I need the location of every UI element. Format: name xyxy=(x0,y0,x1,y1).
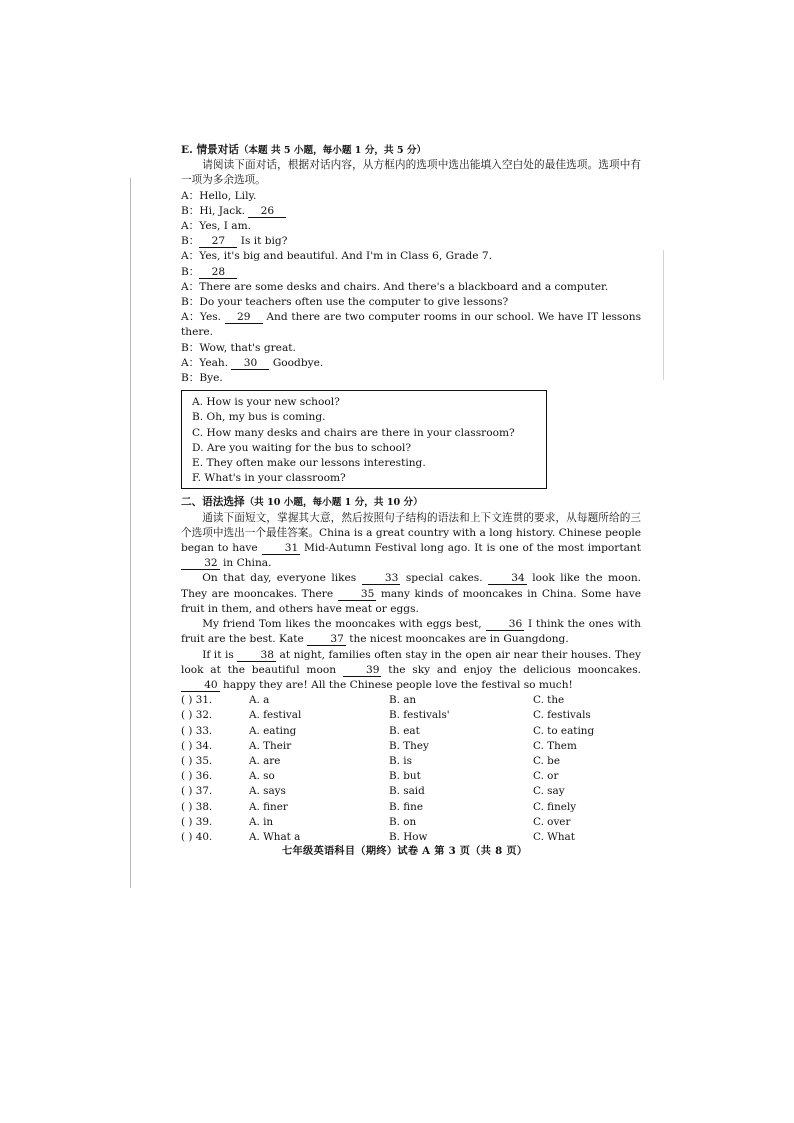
passage-text: On that day, everyone likes xyxy=(202,572,357,585)
passage-text: in China. xyxy=(223,557,272,570)
choice-b: B. an xyxy=(389,694,417,707)
dialogue-line: B：Do your teachers often use the computer to give lessons? xyxy=(181,296,509,309)
section-two-title xyxy=(181,495,641,510)
section-e-heading: E. 情景对话 xyxy=(181,144,239,156)
choice-c: C. the xyxy=(533,694,565,707)
choice-b: B. eat xyxy=(389,724,420,737)
dialogue-text: A：Yeah. xyxy=(181,356,229,369)
scan-edge-line xyxy=(130,178,131,888)
question-number[interactable]: ( ) 33. xyxy=(181,724,213,737)
answer-blank[interactable]: 33 xyxy=(362,572,401,585)
passage-text: I think the ones with fruit are the best. Kate xyxy=(181,618,641,646)
passage-text: at night, families often stay in the open air near their houses. They look at the beautiful moon xyxy=(181,648,641,676)
dialogue-line xyxy=(181,265,641,280)
question-number[interactable]: ( ) 32. xyxy=(181,709,213,722)
dialogue-line: A：There are some desks and chairs. And there's a blackboard and a computer. xyxy=(181,280,609,293)
choice-a: A. are xyxy=(249,754,281,767)
section-e-instruction: 请阅读下面对话，根据对话内容，从方框内的选项中选出能填入空白处的最佳选项。选项中有一项为多余选项。 xyxy=(181,159,641,187)
passage-text: the nicest mooncakes are in Guangdong. xyxy=(349,633,569,646)
choice-a: A. Their xyxy=(249,739,292,752)
choice-c: C. festivals xyxy=(533,709,591,722)
choice-c: C. or xyxy=(533,770,559,783)
dialogue-line: A：Yes, it's big and beautiful. And I'm in Class 6, Grade 7. xyxy=(181,250,493,263)
choices-table xyxy=(181,693,611,845)
option-item: A. How is your new school? xyxy=(192,396,340,409)
choice-row xyxy=(181,800,611,815)
options-box xyxy=(181,390,547,489)
choice-a: A. eating xyxy=(249,724,297,737)
exam-page xyxy=(181,143,641,845)
question-number[interactable]: ( ) 38. xyxy=(181,800,213,813)
section-two-note: （共 10 小题，每小题 1 分，共 10 分） xyxy=(244,497,423,509)
choice-b: B. festivals' xyxy=(389,709,450,722)
choice-b: B. fine xyxy=(389,800,424,813)
passage-text: If it is xyxy=(202,648,234,661)
question-number[interactable]: ( ) 39. xyxy=(181,815,213,828)
question-number[interactable]: ( ) 34. xyxy=(181,739,213,752)
option-item: C. How many desks and chairs are there in your classroom? xyxy=(192,426,515,439)
choice-b: B. on xyxy=(389,815,417,828)
page-footer: 七年级英语科目（期终）试卷 A 第 3 页（共 8 页） xyxy=(282,845,528,857)
passage-text: My friend Tom likes the mooncakes with eggs best, xyxy=(202,618,482,631)
choice-b: B. How xyxy=(389,830,428,843)
passage-text: happy they are! All the Chinese people love the festival so much! xyxy=(223,678,573,691)
instruction-text: 通读下面短文，掌握其大意，然后按照句子结构的语法和上下文连贯的要求，从每题所给的三个选项中选出一个最佳答案。 xyxy=(181,511,641,539)
dialogue-line: B：Bye. xyxy=(181,372,223,385)
question-number[interactable]: ( ) 37. xyxy=(181,785,213,798)
answer-blank[interactable]: 37 xyxy=(307,633,346,646)
question-number[interactable]: ( ) 40. xyxy=(181,830,213,843)
choice-a: A. says xyxy=(249,785,286,798)
choice-row xyxy=(181,724,611,739)
answer-blank[interactable]: 32 xyxy=(181,557,220,570)
answer-blank[interactable]: 39 xyxy=(343,664,382,677)
passage-paragraph xyxy=(181,648,641,694)
dialogue-line xyxy=(181,234,641,249)
choice-row xyxy=(181,815,611,830)
dialogue-text: Is it big? xyxy=(240,235,288,248)
dialogue-line xyxy=(181,356,641,371)
choice-c: C. be xyxy=(533,754,560,767)
dialogue-line: A：Hello, Lily. xyxy=(181,189,257,202)
dialogue-text: Goodbye. xyxy=(272,356,324,369)
choice-c: C. What xyxy=(533,830,575,843)
passage-paragraph xyxy=(181,511,641,572)
choice-row xyxy=(181,739,611,754)
answer-blank[interactable]: 30 xyxy=(231,357,269,370)
option-item: F. What's in your classroom? xyxy=(192,472,346,485)
choice-a: A. a xyxy=(249,694,270,707)
option-item: D. Are you waiting for the bus to school? xyxy=(192,441,412,454)
passage-text: Mid-Autumn Festival long ago. It is one of the most important xyxy=(304,542,642,555)
choice-row xyxy=(181,769,611,784)
choice-a: A. What a xyxy=(249,830,301,843)
dialogue-line xyxy=(181,310,641,340)
dialogue-text: A：Yes. xyxy=(181,311,222,324)
dialogue-text: And there are two computer rooms in our school. We have IT lessons there. xyxy=(181,311,642,339)
question-number[interactable]: ( ) 35. xyxy=(181,754,213,767)
choice-c: C. Them xyxy=(533,739,577,752)
passage-text: the sky and enjoy the delicious mooncakes. xyxy=(388,663,642,676)
section-two-heading: 二、语法选择 xyxy=(181,496,245,509)
choice-c: C. to eating xyxy=(533,724,595,737)
dialogue-text: B：Hi, Jack. xyxy=(181,204,246,217)
choice-a: A. so xyxy=(249,770,275,783)
option-item: B. Oh, my bus is coming. xyxy=(192,411,326,424)
dialogue-line: A：Yes, I am. xyxy=(181,220,252,233)
choice-c: C. say xyxy=(533,785,565,798)
choice-b: B. is xyxy=(389,754,412,767)
answer-blank[interactable]: 35 xyxy=(338,588,377,601)
dialogue-line xyxy=(181,204,641,219)
choice-b: B. They xyxy=(389,739,429,752)
scan-edge-line xyxy=(663,250,664,380)
answer-blank[interactable]: 31 xyxy=(262,542,301,555)
answer-blank[interactable]: 38 xyxy=(237,649,276,662)
choice-row xyxy=(181,784,611,799)
answer-blank[interactable]: 34 xyxy=(488,572,527,585)
answer-blank[interactable]: 40 xyxy=(181,679,220,692)
passage-paragraph xyxy=(181,617,641,647)
section-e-note: （本题 共 5 小题，每小题 1 分，共 5 分） xyxy=(238,145,427,156)
dialogue-line: B：Wow, that's great. xyxy=(181,341,296,354)
choice-b: B. said xyxy=(389,785,425,798)
answer-blank[interactable]: 26 xyxy=(248,205,286,218)
choice-c: C. finely xyxy=(533,800,577,813)
answer-blank[interactable]: 36 xyxy=(486,618,525,631)
choice-b: B. but xyxy=(389,770,421,783)
option-item: E. They often make our lessons interesting. xyxy=(192,457,426,470)
choice-a: A. in xyxy=(249,815,274,828)
section-e-title xyxy=(181,143,641,158)
choice-a: A. finer xyxy=(249,800,288,813)
choice-row xyxy=(181,693,611,708)
passage-text: look like the moon. They are mooncakes. There xyxy=(181,572,642,600)
choice-row xyxy=(181,708,611,723)
passage-text: special cakes. xyxy=(405,572,483,585)
answer-blank[interactable]: 28 xyxy=(199,266,237,279)
passage-text: China is a great country with a long history. Chinese people began to have xyxy=(181,526,642,555)
choice-c: C. over xyxy=(533,815,571,828)
question-number[interactable]: ( ) 31. xyxy=(181,694,213,707)
passage-text: many kinds of mooncakes in China. Some have fruit in them, and others have meat or eggs. xyxy=(181,587,641,615)
answer-blank[interactable]: 27 xyxy=(199,235,237,248)
question-number[interactable]: ( ) 36. xyxy=(181,770,213,783)
choice-a: A. festival xyxy=(249,709,302,722)
answer-blank[interactable]: 29 xyxy=(225,311,263,324)
choice-row xyxy=(181,754,611,769)
passage-paragraph xyxy=(181,571,641,617)
dialogue-text: B： xyxy=(181,265,200,278)
dialogue-text: B： xyxy=(181,235,200,248)
